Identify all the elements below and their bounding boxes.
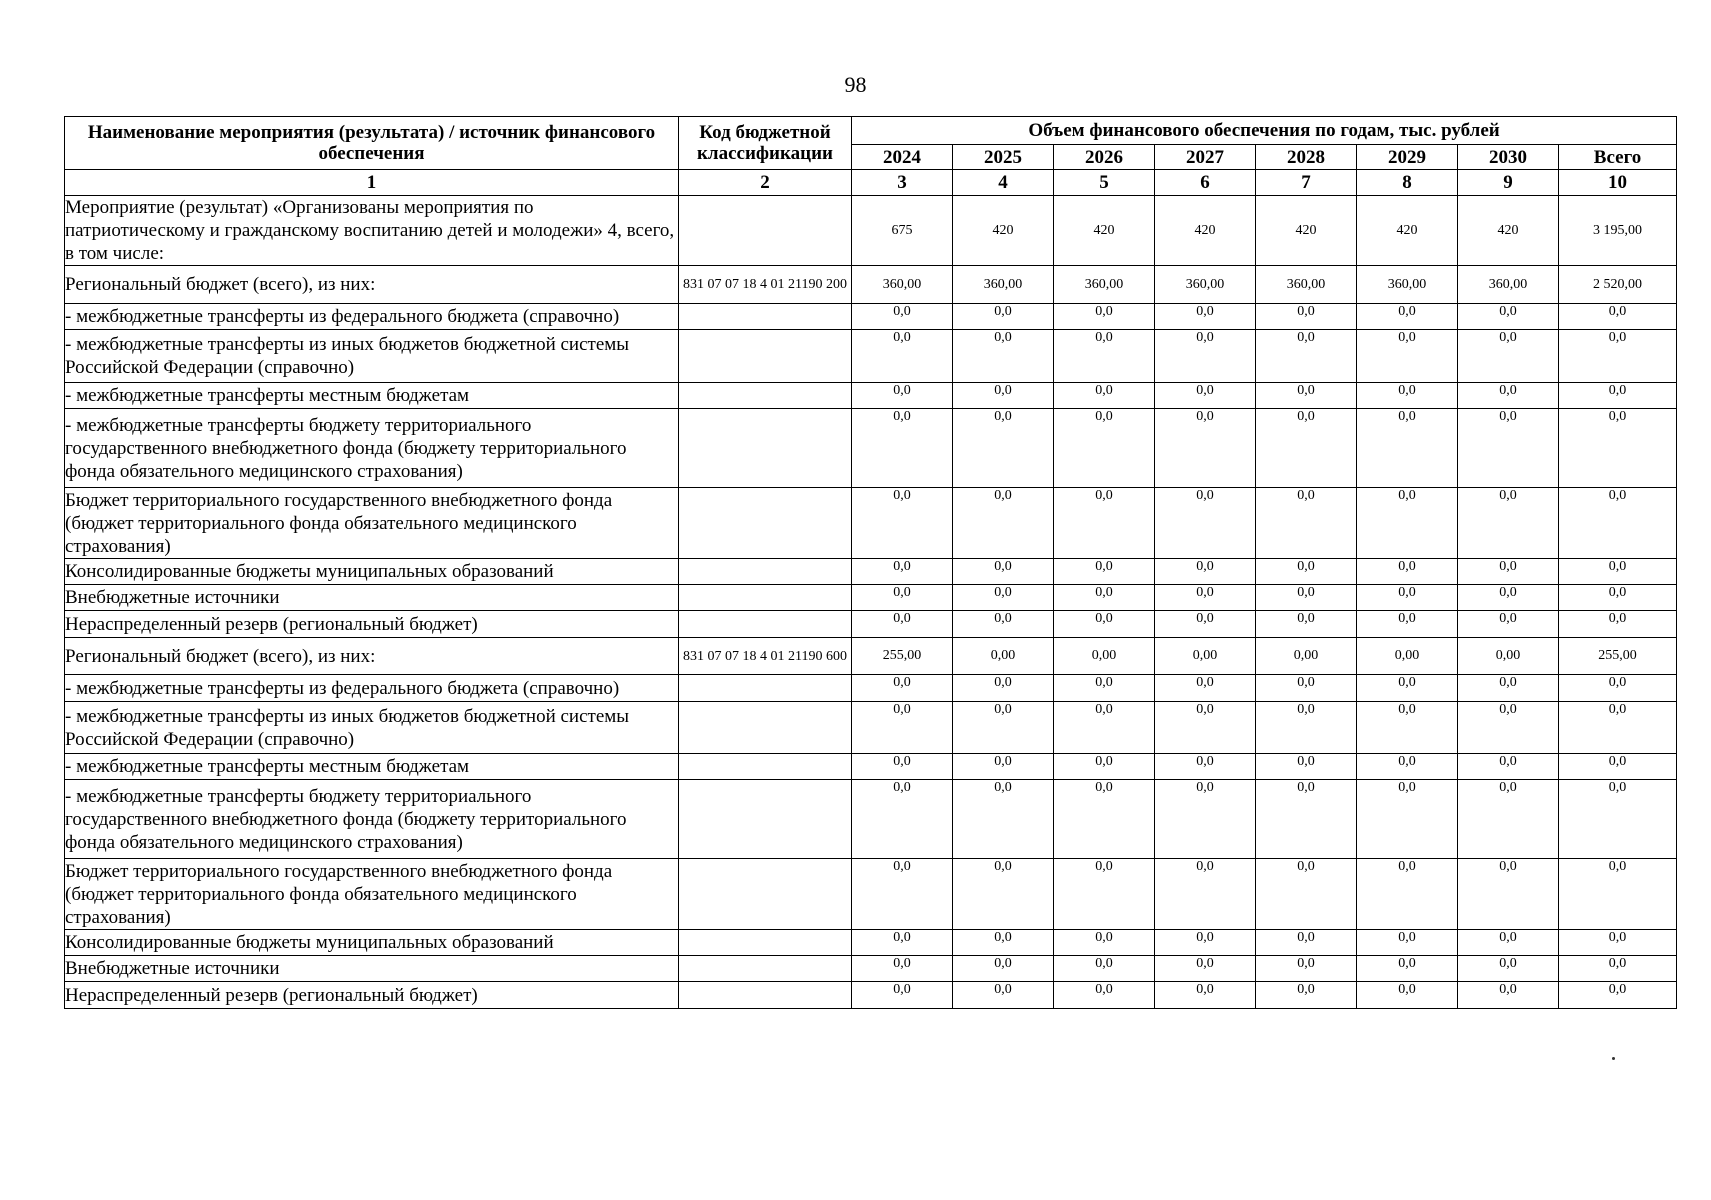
row-total-value: 0,0 — [1559, 754, 1677, 780]
row-year-value: 0,0 — [953, 559, 1054, 585]
row-year-value: 0,0 — [1155, 488, 1256, 559]
row-name: - межбюджетные трансферты из иных бюджетов бюджетной системы Российской Федерации (справочно) — [65, 702, 679, 754]
row-total-value: 0,0 — [1559, 409, 1677, 488]
row-name: - межбюджетные трансферты местным бюджетам — [65, 754, 679, 780]
row-budget-code — [679, 611, 852, 638]
row-year-value: 0,0 — [1458, 383, 1559, 409]
row-year-value: 0,0 — [852, 409, 953, 488]
row-budget-code — [679, 780, 852, 859]
row-year-value: 0,0 — [852, 956, 953, 982]
row-year-value: 0,0 — [1256, 611, 1357, 638]
row-year-value: 0,0 — [953, 488, 1054, 559]
row-year-value: 0,0 — [1458, 930, 1559, 956]
row-total-value: 0,0 — [1559, 859, 1677, 930]
table-row — [65, 754, 1677, 780]
row-name: Нераспределенный резерв (региональный бюджет) — [65, 611, 679, 638]
row-year-value: 420 — [1256, 196, 1357, 266]
row-year-value: 0,0 — [1155, 611, 1256, 638]
row-year-value: 0,0 — [1458, 559, 1559, 585]
row-year-value: 0,0 — [1054, 488, 1155, 559]
row-budget-code — [679, 859, 852, 930]
column-number: 3 — [852, 170, 953, 196]
row-year-value: 0,00 — [1155, 638, 1256, 675]
row-budget-code — [679, 982, 852, 1009]
row-name: Внебюджетные источники — [65, 585, 679, 611]
row-year-value: 0,0 — [1155, 982, 1256, 1009]
row-year-value: 0,0 — [953, 409, 1054, 488]
row-year-value: 0,0 — [1256, 304, 1357, 330]
row-total-value: 0,0 — [1559, 930, 1677, 956]
row-year-value: 0,0 — [1256, 702, 1357, 754]
row-year-value: 0,0 — [852, 675, 953, 702]
row-total-value: 0,0 — [1559, 982, 1677, 1009]
row-year-value: 0,0 — [852, 383, 953, 409]
row-budget-code — [679, 754, 852, 780]
row-year-value: 0,0 — [1458, 409, 1559, 488]
row-total-value: 0,0 — [1559, 702, 1677, 754]
table-row — [65, 956, 1677, 982]
column-number: 6 — [1155, 170, 1256, 196]
row-budget-code — [679, 330, 852, 383]
header-total: Всего — [1559, 145, 1677, 170]
row-year-value: 0,0 — [852, 859, 953, 930]
row-year-value: 360,00 — [1054, 266, 1155, 304]
row-name: - межбюджетные трансферты из иных бюджетов бюджетной системы Российской Федерации (справочно) — [65, 330, 679, 383]
row-year-value: 0,0 — [1155, 675, 1256, 702]
table-body — [65, 196, 1677, 1009]
row-year-value: 0,0 — [1155, 330, 1256, 383]
row-name: Внебюджетные источники — [65, 956, 679, 982]
row-year-value: 0,0 — [953, 780, 1054, 859]
row-total-value: 0,0 — [1559, 304, 1677, 330]
row-year-value: 0,0 — [1054, 383, 1155, 409]
row-year-value: 0,00 — [1054, 638, 1155, 675]
row-year-value: 0,0 — [1256, 859, 1357, 930]
table-row — [65, 330, 1677, 383]
row-year-value: 0,0 — [1357, 559, 1458, 585]
row-total-value: 0,0 — [1559, 559, 1677, 585]
column-number: 1 — [65, 170, 679, 196]
column-number: 9 — [1458, 170, 1559, 196]
row-budget-code — [679, 585, 852, 611]
row-budget-code — [679, 304, 852, 330]
row-year-value: 0,0 — [1155, 585, 1256, 611]
row-name: Мероприятие (результат) «Организованы мероприятия по патриотическому и гражданскому воспитанию детей и молодежи» 4, всего, в том числе: — [65, 196, 679, 266]
row-name: Нераспределенный резерв (региональный бюджет) — [65, 982, 679, 1009]
row-total-value: 3 195,00 — [1559, 196, 1677, 266]
row-total-value: 0,0 — [1559, 780, 1677, 859]
row-year-value: 0,0 — [1256, 956, 1357, 982]
row-year-value: 0,0 — [953, 675, 1054, 702]
table-row — [65, 488, 1677, 559]
row-year-value: 0,0 — [1256, 409, 1357, 488]
row-year-value: 0,0 — [852, 488, 953, 559]
row-year-value: 420 — [953, 196, 1054, 266]
row-budget-code — [679, 383, 852, 409]
row-year-value: 0,0 — [1357, 304, 1458, 330]
header-year: 2030 — [1458, 145, 1559, 170]
row-year-value: 0,0 — [1054, 702, 1155, 754]
column-number: 10 — [1559, 170, 1677, 196]
row-year-value: 255,00 — [852, 638, 953, 675]
row-year-value: 0,0 — [1458, 956, 1559, 982]
row-year-value: 0,0 — [852, 559, 953, 585]
row-total-value: 0,0 — [1559, 383, 1677, 409]
row-name: Бюджет территориального государственного внебюджетного фонда (бюджет территориального фонда обязательного медицинского страхования) — [65, 859, 679, 930]
row-year-value: 0,0 — [1357, 859, 1458, 930]
row-total-value: 0,0 — [1559, 585, 1677, 611]
table-row — [65, 383, 1677, 409]
row-year-value: 0,0 — [1054, 754, 1155, 780]
row-year-value: 0,0 — [953, 304, 1054, 330]
row-year-value: 0,0 — [953, 930, 1054, 956]
row-total-value: 0,0 — [1559, 488, 1677, 559]
row-year-value: 0,0 — [1458, 754, 1559, 780]
row-budget-code: 831 07 07 18 4 01 21190 200 — [679, 266, 852, 304]
row-year-value: 0,0 — [1256, 930, 1357, 956]
row-budget-code — [679, 196, 852, 266]
row-year-value: 0,0 — [1357, 488, 1458, 559]
page-number: 98 — [844, 72, 867, 97]
row-year-value: 420 — [1357, 196, 1458, 266]
row-year-value: 0,0 — [1054, 675, 1155, 702]
row-year-value: 0,0 — [1256, 488, 1357, 559]
row-year-value: 0,0 — [953, 611, 1054, 638]
row-year-value: 420 — [1155, 196, 1256, 266]
row-year-value: 0,0 — [1458, 780, 1559, 859]
row-year-value: 0,0 — [852, 585, 953, 611]
row-year-value: 0,0 — [1357, 611, 1458, 638]
table-row — [65, 611, 1677, 638]
row-total-value: 2 520,00 — [1559, 266, 1677, 304]
table-row — [65, 196, 1677, 266]
header-year: 2029 — [1357, 145, 1458, 170]
column-number: 2 — [679, 170, 852, 196]
row-year-value: 0,0 — [852, 611, 953, 638]
row-budget-code — [679, 409, 852, 488]
row-year-value: 675 — [852, 196, 953, 266]
table-row — [65, 409, 1677, 488]
table-row — [65, 982, 1677, 1009]
row-year-value: 0,0 — [1256, 754, 1357, 780]
row-year-value: 0,0 — [1357, 330, 1458, 383]
row-year-value: 0,0 — [1054, 304, 1155, 330]
header-year: 2024 — [852, 145, 953, 170]
header-volume-group: Объем финансового обеспечения по годам, тыс. рублей — [852, 117, 1677, 145]
row-year-value: 0,0 — [953, 754, 1054, 780]
row-budget-code — [679, 930, 852, 956]
row-year-value: 0,0 — [1155, 304, 1256, 330]
row-year-value: 0,0 — [1054, 611, 1155, 638]
row-budget-code — [679, 702, 852, 754]
row-name: Региональный бюджет (всего), из них: — [65, 638, 679, 675]
row-year-value: 0,0 — [1357, 754, 1458, 780]
table-row — [65, 780, 1677, 859]
row-year-value: 0,0 — [1256, 559, 1357, 585]
row-year-value: 0,0 — [1155, 702, 1256, 754]
row-year-value: 0,0 — [1155, 859, 1256, 930]
row-name: - межбюджетные трансферты из федерального бюджета (справочно) — [65, 304, 679, 330]
row-budget-code: 831 07 07 18 4 01 21190 600 — [679, 638, 852, 675]
row-year-value: 0,0 — [1458, 330, 1559, 383]
table-row — [65, 675, 1677, 702]
row-name: Консолидированные бюджеты муниципальных образований — [65, 930, 679, 956]
row-year-value: 0,0 — [1357, 982, 1458, 1009]
row-year-value: 0,0 — [953, 330, 1054, 383]
row-name: Региональный бюджет (всего), из них: — [65, 266, 679, 304]
row-name: - межбюджетные трансферты бюджету территориального государственного внебюджетного фонда (бюджету территориального фонда обязательного медицинского страхования) — [65, 409, 679, 488]
row-year-value: 0,0 — [1458, 859, 1559, 930]
row-year-value: 0,00 — [1256, 638, 1357, 675]
row-year-value: 360,00 — [1357, 266, 1458, 304]
scan-speck — [1612, 1057, 1615, 1060]
row-total-value: 255,00 — [1559, 638, 1677, 675]
header-name-column: Наименование мероприятия (результата) / источник финансового обеспечения — [65, 117, 679, 170]
row-year-value: 0,0 — [1054, 956, 1155, 982]
column-number: 7 — [1256, 170, 1357, 196]
row-budget-code — [679, 559, 852, 585]
row-year-value: 0,0 — [1054, 585, 1155, 611]
row-name: - межбюджетные трансферты бюджету территориального государственного внебюджетного фонда (бюджету территориального фонда обязательного медицинского страхования) — [65, 780, 679, 859]
table-row — [65, 638, 1677, 675]
row-year-value: 0,0 — [1054, 559, 1155, 585]
row-year-value: 0,0 — [852, 304, 953, 330]
row-year-value: 0,0 — [953, 859, 1054, 930]
table-row — [65, 559, 1677, 585]
row-year-value: 0,0 — [1155, 383, 1256, 409]
row-name: - межбюджетные трансферты из федерального бюджета (справочно) — [65, 675, 679, 702]
row-year-value: 360,00 — [852, 266, 953, 304]
row-year-value: 0,0 — [1357, 585, 1458, 611]
row-year-value: 0,0 — [1155, 754, 1256, 780]
row-year-value: 0,0 — [1155, 930, 1256, 956]
row-name: Консолидированные бюджеты муниципальных образований — [65, 559, 679, 585]
row-year-value: 0,0 — [1256, 780, 1357, 859]
row-budget-code — [679, 488, 852, 559]
row-name: Бюджет территориального государственного внебюджетного фонда (бюджет территориального фонда обязательного медицинского страхования) — [65, 488, 679, 559]
header-year: 2027 — [1155, 145, 1256, 170]
row-name: - межбюджетные трансферты местным бюджетам — [65, 383, 679, 409]
row-year-value: 0,0 — [1155, 956, 1256, 982]
header-year: 2026 — [1054, 145, 1155, 170]
table-row — [65, 585, 1677, 611]
table-row — [65, 859, 1677, 930]
row-year-value: 0,0 — [1357, 409, 1458, 488]
financing-table — [64, 116, 1677, 1009]
row-year-value: 0,0 — [953, 982, 1054, 1009]
row-year-value: 0,0 — [1458, 982, 1559, 1009]
row-year-value: 0,0 — [953, 702, 1054, 754]
row-year-value: 0,0 — [1256, 982, 1357, 1009]
row-year-value: 0,0 — [852, 930, 953, 956]
row-year-value: 0,0 — [1458, 675, 1559, 702]
row-year-value: 0,0 — [1054, 330, 1155, 383]
column-number: 4 — [953, 170, 1054, 196]
row-year-value: 0,0 — [1256, 675, 1357, 702]
column-number: 5 — [1054, 170, 1155, 196]
row-total-value: 0,0 — [1559, 675, 1677, 702]
row-year-value: 0,0 — [1054, 982, 1155, 1009]
row-year-value: 0,0 — [1357, 702, 1458, 754]
row-year-value: 0,0 — [1054, 930, 1155, 956]
row-year-value: 0,0 — [1458, 488, 1559, 559]
row-year-value: 0,00 — [1357, 638, 1458, 675]
row-year-value: 360,00 — [1458, 266, 1559, 304]
row-year-value: 0,0 — [953, 383, 1054, 409]
table-row — [65, 702, 1677, 754]
row-year-value: 0,0 — [1357, 956, 1458, 982]
table-row — [65, 266, 1677, 304]
row-year-value: 0,0 — [1357, 930, 1458, 956]
row-total-value: 0,0 — [1559, 330, 1677, 383]
header-year: 2025 — [953, 145, 1054, 170]
row-total-value: 0,0 — [1559, 611, 1677, 638]
row-year-value: 0,0 — [852, 754, 953, 780]
row-year-value: 0,0 — [1054, 780, 1155, 859]
header-year: 2028 — [1256, 145, 1357, 170]
row-year-value: 0,0 — [1155, 559, 1256, 585]
row-year-value: 0,0 — [1256, 585, 1357, 611]
row-year-value: 0,0 — [852, 330, 953, 383]
row-year-value: 0,0 — [1357, 383, 1458, 409]
row-year-value: 0,0 — [1155, 780, 1256, 859]
row-year-value: 0,0 — [1458, 702, 1559, 754]
row-year-value: 0,0 — [1256, 330, 1357, 383]
row-year-value: 0,0 — [852, 702, 953, 754]
row-year-value: 0,0 — [1256, 383, 1357, 409]
header-code-column: Код бюджетной классификации — [679, 117, 852, 170]
table-row — [65, 304, 1677, 330]
row-year-value: 360,00 — [1155, 266, 1256, 304]
row-year-value: 0,00 — [1458, 638, 1559, 675]
row-budget-code — [679, 675, 852, 702]
row-year-value: 0,0 — [852, 780, 953, 859]
row-year-value: 0,0 — [1357, 675, 1458, 702]
row-year-value: 360,00 — [1256, 266, 1357, 304]
row-year-value: 0,0 — [1458, 304, 1559, 330]
row-year-value: 0,0 — [1357, 780, 1458, 859]
row-year-value: 0,0 — [953, 585, 1054, 611]
row-year-value: 0,0 — [953, 956, 1054, 982]
row-total-value: 0,0 — [1559, 956, 1677, 982]
column-number: 8 — [1357, 170, 1458, 196]
row-budget-code — [679, 956, 852, 982]
row-year-value: 0,0 — [1458, 611, 1559, 638]
row-year-value: 360,00 — [953, 266, 1054, 304]
row-year-value: 0,0 — [1155, 409, 1256, 488]
row-year-value: 0,0 — [1054, 859, 1155, 930]
table-row — [65, 930, 1677, 956]
row-year-value: 0,00 — [953, 638, 1054, 675]
row-year-value: 0,0 — [1458, 585, 1559, 611]
row-year-value: 420 — [1054, 196, 1155, 266]
row-year-value: 0,0 — [852, 982, 953, 1009]
row-year-value: 420 — [1458, 196, 1559, 266]
row-year-value: 0,0 — [1054, 409, 1155, 488]
